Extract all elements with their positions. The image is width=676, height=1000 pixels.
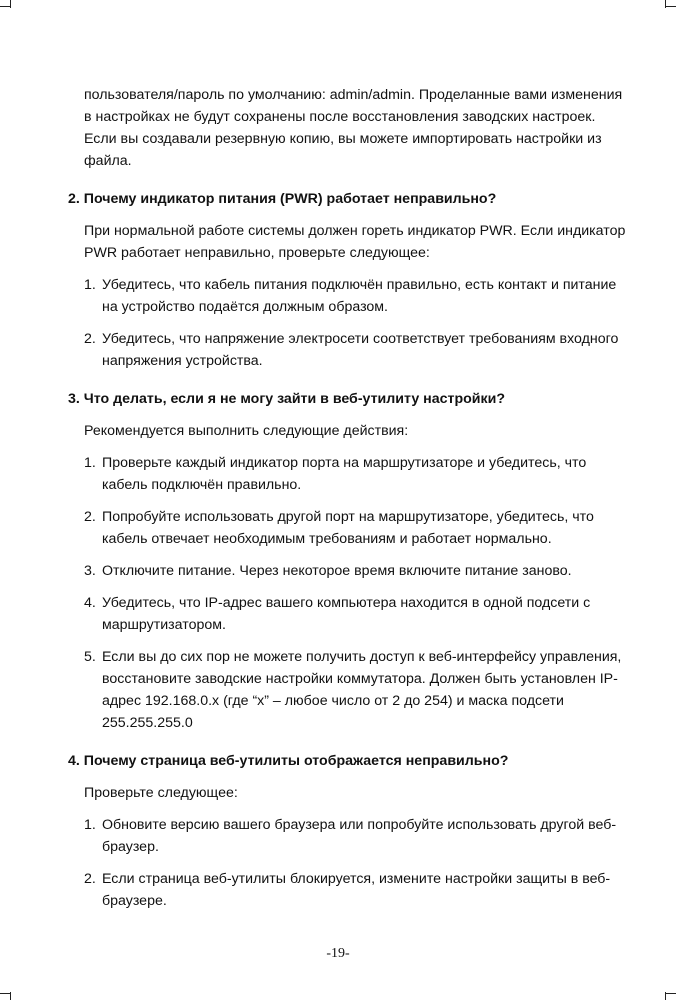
- item-text: Убедитесь, что кабель питания подключён правильно, есть контакт и питание на устройство подаётся должным образом.: [102, 277, 617, 315]
- list-item: [84, 452, 628, 496]
- list-item: [84, 592, 628, 636]
- list-item: [84, 646, 628, 734]
- item-text: Если страница веб-утилиты блокируется, измените настройки защиты в веб-браузере.: [102, 871, 611, 909]
- section-heading: 2. Почему индикатор питания (PWR) работает неправильно?: [68, 191, 497, 207]
- crop-mark: [10, 992, 11, 1000]
- item-number: 2.: [84, 509, 96, 525]
- item-text: Убедитесь, что напряжение электросети соответствует требованиям входного напряжения устройства.: [102, 331, 619, 369]
- section-intro: Проверьте следующее:: [84, 785, 238, 801]
- list-item: [84, 560, 628, 582]
- item-text: Попробуйте использовать другой порт на маршрутизаторе, убедитесь, что кабель отвечает необходимым требованиям и работает нормально.: [102, 509, 594, 547]
- crop-mark: [666, 993, 676, 994]
- page-number: -19-: [326, 946, 350, 961]
- item-number: 1.: [84, 455, 96, 471]
- list-item: [84, 868, 628, 912]
- list-item: [84, 274, 628, 318]
- item-text: Проверьте каждый индикатор порта на маршрутизаторе и убедитесь, что кабель подключён правильно.: [102, 455, 587, 493]
- crop-mark: [0, 993, 10, 994]
- list-item: [84, 328, 628, 372]
- crop-mark: [665, 0, 666, 8]
- page-content: [68, 84, 628, 912]
- item-number: 2.: [84, 331, 96, 347]
- faq-section-2: [68, 188, 628, 372]
- crop-mark: [666, 6, 676, 7]
- item-number: 5.: [84, 649, 96, 665]
- section-intro: При нормальной работе системы должен гореть индикатор PWR. Если индикатор PWR работает неправильно, проверьте следующее:: [84, 223, 626, 261]
- section-intro: Рекомендуется выполнить следующие действия:: [84, 423, 409, 439]
- item-text: Убедитесь, что IP-адрес вашего компьютера находится в одной подсети с маршрутизатором.: [102, 595, 591, 633]
- steps-list: [68, 814, 628, 912]
- intro-paragraph: пользователя/пароль по умолчанию: admin/admin. Проделанные вами изменения в настройках не будут сохранены после восстановления заводских настроек. Если вы создавали резервную копию, вы можете импортировать настройки из файла.: [84, 87, 623, 169]
- item-text: Отключите питание. Через некоторое время включите питание заново.: [102, 563, 572, 579]
- item-text: Если вы до сих пор не можете получить доступ к веб-интерфейсу управления, восстановите заводские настройки коммутатора. Должен быть установлен IP-адрес 192.168.0.x (где “x” – любое число от 2 до 254) и маска подсети 255.255.255.0: [102, 649, 622, 731]
- list-item: [84, 814, 628, 858]
- item-number: 3.: [84, 563, 96, 579]
- steps-list: [68, 274, 628, 372]
- item-number: 2.: [84, 871, 96, 887]
- faq-section-4: [68, 750, 628, 912]
- crop-mark: [10, 0, 11, 8]
- crop-mark: [665, 992, 666, 1000]
- section-heading: 3. Что делать, если я не могу зайти в веб-утилиту настройки?: [68, 391, 505, 407]
- item-text: Обновите версию вашего браузера или попробуйте использовать другой веб-браузер.: [102, 817, 617, 855]
- list-item: [84, 506, 628, 550]
- steps-list: [68, 452, 628, 734]
- section-heading: 4. Почему страница веб-утилиты отображается неправильно?: [68, 753, 509, 769]
- faq-section-3: [68, 388, 628, 734]
- item-number: 4.: [84, 595, 96, 611]
- item-number: 1.: [84, 817, 96, 833]
- crop-mark: [0, 6, 10, 7]
- item-number: 1.: [84, 277, 96, 293]
